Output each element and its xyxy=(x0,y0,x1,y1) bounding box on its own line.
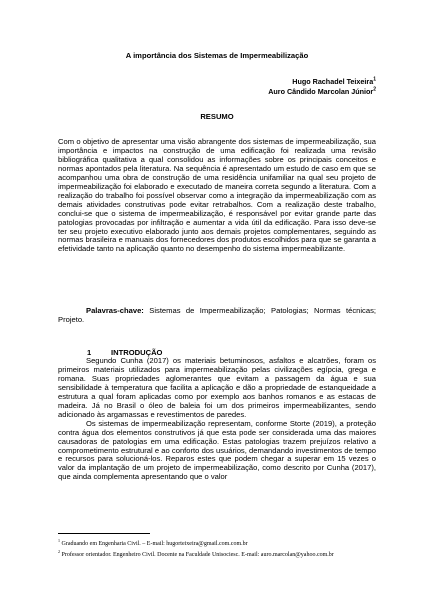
author-name: Hugo Rachadel Teixeira xyxy=(292,77,374,86)
keywords-label: Palavras-chave: xyxy=(86,306,144,315)
abstract-text: Com o objetivo de apresentar uma visão abrangente dos sistemas de impermeabilização, sua importância e impactos na construção de uma edificação foi realizada uma revisão bibliográfica qualitativa a qual consolidou as informações sobre os principais conceitos e normas apontados pela literatura. Na sequência é apresentado um estudo de caso em que se acompanhou uma obra de construção de uma residência unifamiliar na qual seu projeto de impermeabilização foi elaborado e executado de maneira correta segundo a literatura. Com a realização do trabalho foi possível observar como a integração da impermeabilização com as demais atividades construtivas pode evitar retrabalhos. Com a realização deste trabalho, conclui-se que o sistema de impermeabilização, é responsável por evitar grande parte das patologias provocadas por infiltração e aumentar a vida útil da edificação. Para isso deve-se ter seu projeto executivo elaborado junto aos demais projetos complementares, seguindo as normas brasileira e manuais dos fornecedores dos produtos escolhidos para que se garanta a efetividade tanto na aplicação quanto no desempenho do sistema impermeabilizante. xyxy=(58,137,376,254)
abstract-heading: RESUMO xyxy=(200,112,234,121)
paragraph: Os sistemas de impermeabilização representam, conforme Storte (2019), a proteção contra água dos elementos construtivos já que esta pode ser considerada uma das maiores causadoras de patologias em uma edificação. Estas patologias trazem prejuízos relativo a comprometimento estrutural e ao conforto dos usuários, demandando investimentos de tempo e recursos para solucioná-los. Reparos estes que podem chegar a superar em 15 vezes o valor da implantação de um projeto de impermeabilização, como descrito por Cunha (2017), que ainda complementa apresentando que o valor xyxy=(58,418,376,482)
section-number: 1 xyxy=(87,348,92,357)
keywords xyxy=(58,306,376,324)
author-1 xyxy=(268,77,376,87)
section-title: INTRODUÇÃO xyxy=(111,348,163,357)
footnote-2 xyxy=(58,548,376,559)
author-list xyxy=(268,77,376,97)
footnote-text: Professor orientador. Engenheiro Civil. Docente na Faculdade Unisociesc. E-mail: auro.marcolan@yahoo.com.br xyxy=(61,552,334,558)
section-body xyxy=(58,357,376,482)
footnote-mark: 1 xyxy=(58,538,60,543)
paragraph: Segundo Cunha (2017) os materiais betuminosos, asfaltos e alcatrões, foram os primeiros materiais utilizados para impermeabilização pelas civilizações egípcia, grega e romana. Suas propriedades aglomerantes que evitam a passagem da água e sua sensibilidade à temperatura que facilita a aplicação e dão a propriedade de estanqueidade a estrutura a qual foram aplicadas como por exemplo aos banhos romanos e as estacas de madeira. Já no Brasil o óleo de baleia foi um dos primeiros impermeabilizantes, sendo adicionado às argamassas e revestimentos de paredes. xyxy=(58,356,376,419)
keywords-list: Sistemas de Impermeabilização; Patologias; Normas técnicas; Projeto. xyxy=(58,306,376,325)
footnotes xyxy=(58,537,376,559)
footnote-1 xyxy=(58,537,376,548)
paper-title: A importância dos Sistemas de Impermeabilização xyxy=(125,51,309,60)
footnote-mark: 2 xyxy=(373,86,376,93)
footnote-text: Graduando em Engenharia Civil. – E-mail: hugorteixeira@gmail.com.com.br xyxy=(61,541,248,547)
footnote-mark: 1 xyxy=(373,76,376,83)
footnote-mark: 2 xyxy=(58,549,60,554)
footnote-divider xyxy=(58,533,150,534)
author-name: Auro Cândido Marcolan Júnior xyxy=(268,87,374,96)
author-2 xyxy=(268,87,376,97)
